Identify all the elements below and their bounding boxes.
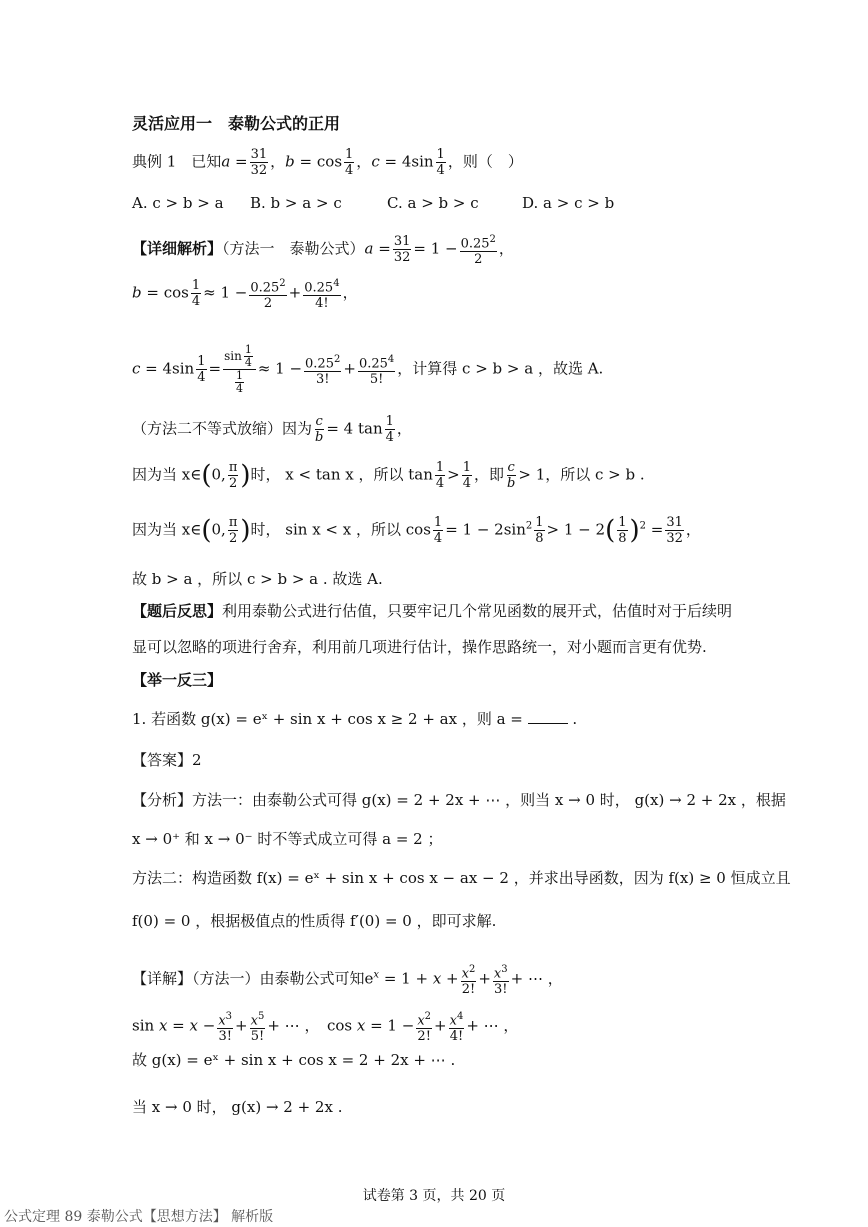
method2-label: （方法二不等式放缩）因为 xyxy=(132,419,313,438)
detail-line-1: 【详解】（方法一）由泰勒公式可知$e^x = 1 + x$ + $\frac{x^2}{2!}$ + $\frac{x^3}{3!}$ + ⋯ ， xyxy=(132,964,563,998)
fenxi-line-3: 方法二：构造函数 f(x) = eˣ + sin x + cos x − ax − 2 ，并求出导函数，因为 f(x) ≥ 0 恒成立且 xyxy=(132,869,791,887)
answer-line: 【答案】2 xyxy=(132,751,202,769)
detail-line-2: sin x = x − $\frac{x^3}{3!}$ + $\frac{x^5}{5!}$ + ⋯ ， cos x = 1 − $\frac{x^2}{2!}$ + $\frac{x^4}{4!}$ + ⋯ ， xyxy=(132,1011,519,1045)
conclusion-2: 故 b > a ，所以 c > b > a . 故选 A. xyxy=(132,570,383,588)
analysis-line-1: 【详细解析】（方法一 泰勒公式）a = $\frac{31}{32}$ = 1 − $\frac{0.25^2}{2}$ ， xyxy=(132,234,514,268)
example-label: 典例 1 已知 xyxy=(132,152,222,171)
tan-line-start: 因为当 x∈ xyxy=(132,465,202,484)
page-footer: 试卷第 3 页，共 20 页 xyxy=(362,1188,506,1204)
answer-blank xyxy=(528,709,568,724)
reflection-line-1 xyxy=(132,601,732,621)
analysis-line-b: b = cos $\frac{1}{4}$ ≈ 1 − $\frac{0.25^2}{2}$ + $\frac{0.25^4}{4!}$ ， xyxy=(132,278,358,312)
detail-line-3: 故 g(x) = eˣ + sin x + cos x = 2 + 2x + ⋯ . xyxy=(132,1051,456,1069)
tan-line-end: ，所以 c > b . xyxy=(545,465,645,484)
calc-conclusion: ，计算得 c > b > a ，故选 A. xyxy=(397,359,604,378)
fenxi-line-2: x → 0⁺ 和 x → 0⁻ 时不等式成立可得 a = 2 ； xyxy=(132,830,443,848)
option-b: B. b > a > c xyxy=(250,194,342,212)
fenxi-line-4: f(0) = 0 ，根据极值点的性质得 f′(0) = 0 ，即可求解. xyxy=(132,912,497,930)
example-tail: ，则（ ） xyxy=(447,152,523,171)
option-a: A. c > b > a xyxy=(132,194,224,212)
reflection-line-2: 显可以忽略的项进行舍弃，利用前几项进行估计，操作思路统一，对小题而言更有优势. xyxy=(132,638,707,656)
question-1-text: 1. 若函数 g(x) = eˣ + sin x + cos x ≥ 2 + ax ，则 a = xyxy=(132,710,523,728)
option-c: C. a > b > c xyxy=(387,194,479,212)
sin-line-mid: 时， sin x < x ，所以 cos xyxy=(250,520,431,539)
section-title: 灵活应用一 泰勒公式的正用 xyxy=(132,114,341,133)
example-1-line: 典例 1 已知a = $\frac{31}{32}$ ，b = cos $\frac{1}{4}$ ，c = 4sin $\frac{1}{4}$ ，则（ ） xyxy=(132,147,523,178)
option-d: D. a > c > b xyxy=(522,194,615,212)
tan-inequality-line: 因为当 x∈(0, $\frac{\pi}{2}$ )时， x < tan x ，所以 tan $\frac{1}{4}$ > $\frac{1}{4}$ ，即 $\frac{c}{b}$ > 1，所以 c > b . xyxy=(132,460,645,491)
sin-line-start: 因为当 x∈ xyxy=(132,520,202,539)
analysis-line-c: c = 4sin $\frac{1}{4}$ = sin $\frac{1}{4}$ $\frac{1}{4}$ ≈ 1 − $\frac{0.25^2}{3!}$ + $\frac{0.25^4}{5!}$ ，计算得 c > b > a ，故选 A. xyxy=(132,343,604,395)
detail-label: 【详解】（方法一）由泰勒公式可知 xyxy=(132,969,365,988)
reflection-label: 【题后反思】 xyxy=(132,602,223,620)
method2-line: （方法二不等式放缩）因为 $\frac{c}{b}$ = 4 tan $\frac{1}{4}$ ， xyxy=(132,414,412,445)
analysis-label: 【详细解析】 xyxy=(132,239,223,258)
method1-label: （方法一 泰勒公式） xyxy=(222,239,365,258)
watermark: 公式定理 89 泰勒公式【思想方法】 解析版 xyxy=(4,1209,274,1225)
question-1: 1. 若函数 g(x) = eˣ + sin x + cos x ≥ 2 + ax ，则 a = . xyxy=(132,710,578,728)
fenxi-line-1: 【分析】方法一：由泰勒公式可得 g(x) = 2 + 2x + ⋯ ，则当 x → 0 时， g(x) → 2 + 2x ，根据 xyxy=(132,791,786,809)
practice-label: 【举一反三】 xyxy=(132,671,223,689)
reflection-text-1: 利用泰勒公式进行估值，只要牢记几个常见函数的展开式，估值时对于后续明 xyxy=(222,602,733,620)
detail-line-4: 当 x → 0 时， g(x) → 2 + 2x . xyxy=(132,1098,343,1116)
tan-line-mid: 时， x < tan x ，所以 tan xyxy=(250,465,433,484)
sin-inequality-line: 因为当 x∈(0, $\frac{\pi}{2}$ )时， sin x < x ，所以 cos $\frac{1}{4}$ = $1 - 2\sin^2$ $\frac{1}{8}$ > 1 − 2( $\frac{1}{8}$ )$^2$ = $\frac{31}{32}$ ， xyxy=(132,515,701,546)
